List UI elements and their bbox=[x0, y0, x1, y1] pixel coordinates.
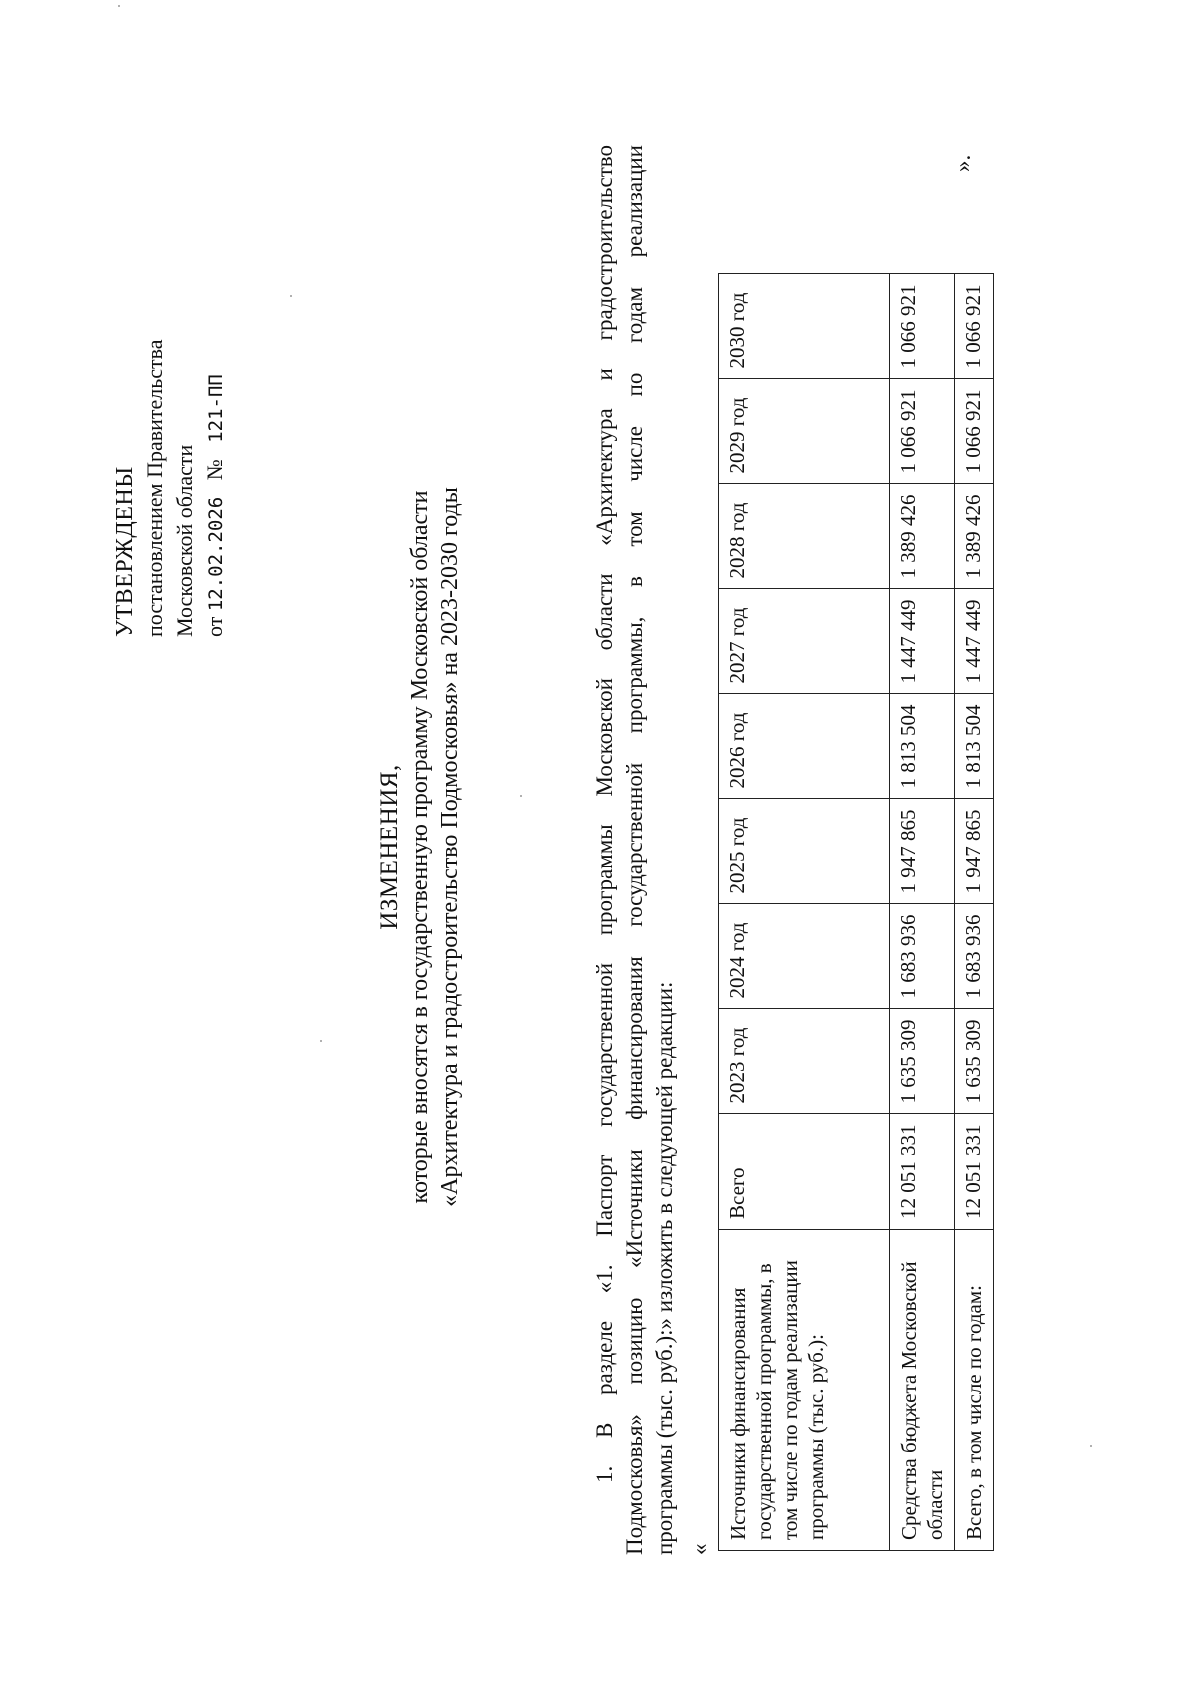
opening-quote: « bbox=[687, 1543, 712, 1555]
scan-speck bbox=[1090, 1445, 1092, 1447]
table-cell: 1 066 921 bbox=[890, 274, 955, 379]
column-header: 2028 год bbox=[719, 484, 890, 589]
table-cell: 1 066 921 bbox=[890, 379, 955, 484]
paragraph-line-1: 1. В разделе «1. Паспорт государственной программы Московской области «Архитектура и градостроительство bbox=[592, 145, 617, 1483]
column-header: 2025 год bbox=[719, 799, 890, 904]
column-header: 2027 год bbox=[719, 589, 890, 694]
title-line-1: которые вносятся в государственную программу Московской области bbox=[407, 490, 433, 1204]
title-line-2: «Архитектура и градостроительство Подмосковья» на 2023-2030 годы bbox=[437, 487, 463, 1207]
table-header-row bbox=[719, 274, 890, 1551]
financing-table bbox=[718, 274, 994, 1552]
table-cell: 1 947 865 bbox=[890, 799, 955, 904]
table-cell: 1 447 449 bbox=[955, 589, 994, 694]
column-header: 2023 год bbox=[719, 1009, 890, 1114]
column-header: 2024 год bbox=[719, 904, 890, 1009]
scan-speck bbox=[320, 1040, 322, 1042]
paragraph-line-2: Подмосковья» позицию «Источники финансирования государственной программы, в том числе по годам реализации bbox=[622, 145, 647, 1555]
approval-block bbox=[110, 237, 231, 637]
table-row bbox=[890, 274, 955, 1551]
row-label: Всего, в том числе по годам: bbox=[955, 1230, 994, 1551]
table-cell: 1 635 309 bbox=[890, 1009, 955, 1114]
scan-speck bbox=[290, 295, 292, 297]
scan-speck bbox=[520, 795, 522, 797]
document-title bbox=[375, 197, 465, 1497]
column-header: 2029 год bbox=[719, 379, 890, 484]
approval-prefix: от bbox=[202, 616, 227, 637]
approval-number-sign: № bbox=[202, 459, 227, 481]
table-cell: 1 947 865 bbox=[955, 799, 994, 904]
column-header: Всего bbox=[719, 1114, 890, 1230]
table-row bbox=[955, 274, 994, 1551]
scan-speck bbox=[118, 5, 120, 7]
column-header: 2026 год bbox=[719, 694, 890, 799]
table-cell: 1 389 426 bbox=[890, 484, 955, 589]
approval-date: 12.02.2026 bbox=[205, 496, 227, 612]
table-cell: 12 051 331 bbox=[955, 1114, 994, 1230]
row-label: Средства бюджета Московской области bbox=[890, 1230, 955, 1551]
table-cell: 1 813 504 bbox=[955, 694, 994, 799]
approval-line-2: постановлением Правительства bbox=[142, 339, 167, 637]
approval-number: 121-ПП bbox=[205, 374, 227, 443]
approval-line-3: Московской области bbox=[172, 444, 197, 637]
table-cell: 12 051 331 bbox=[890, 1114, 955, 1230]
paragraph-line-3: программы (тыс. руб.):» изложить в следующей редакции: bbox=[652, 981, 677, 1555]
header-label-cell: Источники финансирования государственной программы, в том числе по годам реализации программы (тыс. руб.): bbox=[719, 1230, 890, 1551]
approval-date-line bbox=[200, 237, 231, 637]
closing-quote: ». bbox=[950, 154, 975, 172]
table-cell: 1 635 309 bbox=[955, 1009, 994, 1114]
column-header: 2030 год bbox=[719, 274, 890, 379]
title-heading: ИЗМЕНЕНИЯ, bbox=[376, 764, 403, 930]
table-cell: 1 683 936 bbox=[890, 904, 955, 1009]
body-paragraph bbox=[590, 145, 680, 1555]
table-cell: 1 447 449 bbox=[890, 589, 955, 694]
approval-heading: УТВЕРЖДЕНЫ bbox=[112, 466, 138, 637]
table-cell: 1 683 936 bbox=[955, 904, 994, 1009]
table-cell: 1 389 426 bbox=[955, 484, 994, 589]
table-cell: 1 066 921 bbox=[955, 274, 994, 379]
table-cell: 1 066 921 bbox=[955, 379, 994, 484]
table-cell: 1 813 504 bbox=[890, 694, 955, 799]
